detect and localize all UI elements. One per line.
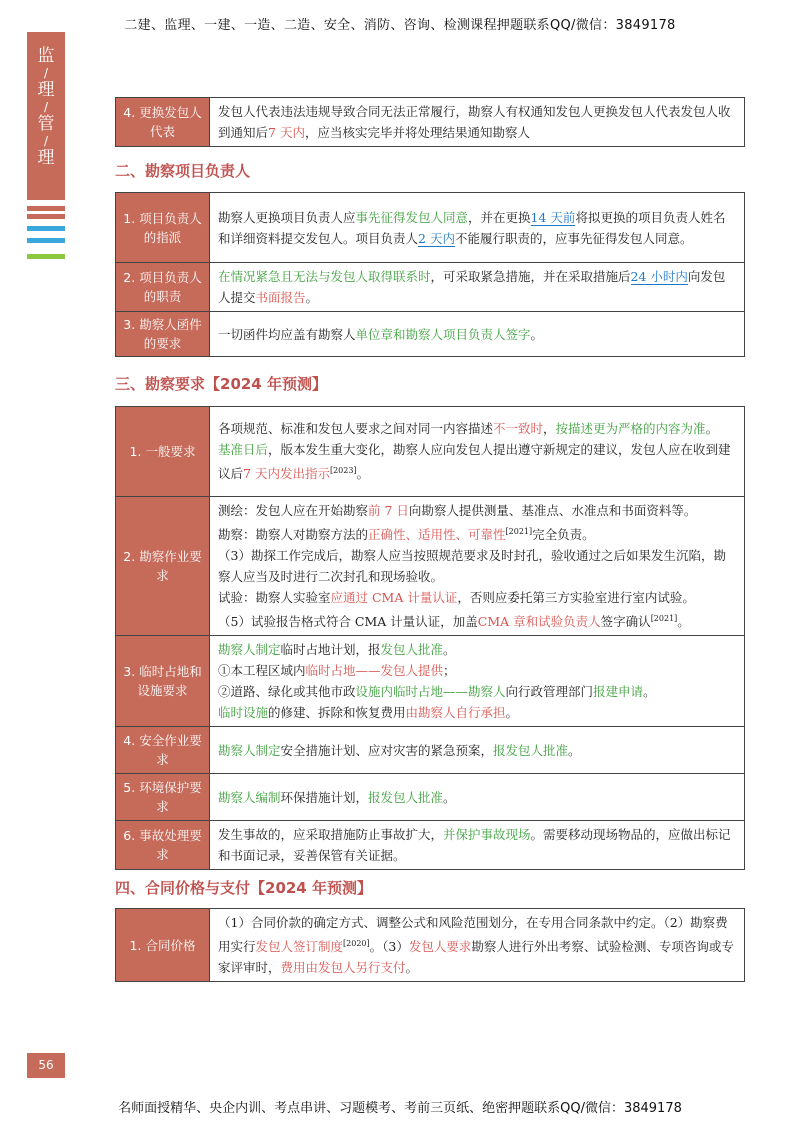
row-label: 1. 合同价格: [116, 909, 210, 982]
row-content: 勘察人更换项目负责人应事先征得发包人同意，并在更换14 天前将拟更换的项目负责人姓名和详细资料提交发包人。项目负责人2 天内不能履行职责的，应事先征得发包人同意。: [210, 193, 745, 263]
side-tab-sep: /: [43, 134, 49, 148]
side-stripe-red: [27, 206, 65, 211]
page-footer: 名师面授精华、央企内训、考点串讲、习题模考、考前三页纸、绝密押题联系QQ/微信：3849178: [118, 1101, 682, 1116]
row-content: 发生事故的，应采取措施防止事故扩大，并保护事故现场。需要移动现场物品的，应做出标记和书面记录，妥善保管有关证据。: [210, 821, 745, 870]
row-label: 2. 勘察作业要求: [116, 497, 210, 636]
table-row: [116, 98, 745, 147]
row-label: 1. 项目负责人的指派: [116, 193, 210, 263]
row-label: 3. 勘察人函件的要求: [116, 312, 210, 357]
row-content: 勘察人制定安全措施计划、应对灾害的紧急预案，报发包人批准。: [210, 727, 745, 774]
row-label: 4. 安全作业要求: [116, 727, 210, 774]
row-content: 勘察人制定临时占地计划，报发包人批准。 ①本工程区域内临时占地——发包人提供； ②道路、绿化或其他市政设施内临时占地——勘察人向行政管理部门报建申请。 临时设施的修建、拆除和恢复费用由勘察人自行承担。: [210, 636, 745, 727]
side-stripe-red: [27, 214, 65, 219]
table-row: [116, 821, 745, 870]
row-label: 2. 项目负责人的职责: [116, 263, 210, 312]
page-number: 56: [27, 1053, 65, 1078]
section-title-4: 四、合同价格与支付【2024 年预测】: [115, 879, 372, 897]
side-tab-char: 理: [37, 148, 55, 168]
side-stripe-green: [27, 254, 65, 259]
row-content: （1）合同价款的确定方式、调整公式和风险范围划分，在专用合同条款中约定。（2）勘察费用实行发包人签订制度[2020]。（3）发包人要求勘察人进行外出考察、试验检测、专项咨询或专家评审时，费用由发包人另行支付。: [210, 909, 745, 982]
row-content: 一切函件均应盖有勘察人单位章和勘察人项目负责人签字。: [210, 312, 745, 357]
side-tab-sep: /: [43, 66, 49, 80]
table-row: [116, 497, 745, 636]
row-content: 在情况紧急且无法与发包人取得联系时，可采取紧急措施，并在采取措施后24 小时内向发包人提交书面报告。: [210, 263, 745, 312]
row-content: 各项规范、标准和发包人要求之间对同一内容描述不一致时，按描述更为严格的内容为准。 基准日后，版本发生重大变化，勘察人应向发包人提出遵守新规定的建议，发包人应在收到建议后7 天内发出指示[2023]。: [210, 407, 745, 497]
table-row: [116, 727, 745, 774]
table-row: [116, 312, 745, 357]
side-tab-char: 监: [37, 46, 55, 66]
row-label: 3. 临时占地和设施要求: [116, 636, 210, 727]
page-header: 二建、监理、一建、一造、二造、安全、消防、咨询、检测课程押题联系QQ/微信：3849178: [124, 18, 676, 33]
table-row: [116, 263, 745, 312]
side-tab-char: 理: [37, 80, 55, 100]
row-label: 4. 更换发包人代表: [116, 98, 210, 147]
row-label: 1. 一般要求: [116, 407, 210, 497]
row-label: 5. 环境保护要求: [116, 774, 210, 821]
row-label: 6. 事故处理要求: [116, 821, 210, 870]
side-stripe-blue: [27, 238, 65, 243]
table-row: [116, 193, 745, 263]
table-row: [116, 407, 745, 497]
row-content: 勘察人编制环保措施计划，报发包人批准。: [210, 774, 745, 821]
table-row: [116, 774, 745, 821]
side-stripe-blue: [27, 226, 65, 231]
table-row: [116, 636, 745, 727]
row-content: 测绘：发包人应在开始勘察前 7 日向勘察人提供测量、基准点、水准点和书面资料等。 勘察：勘察人对勘察方法的正确性、适用性、可靠性[2021]完全负责。 （3）勘探工作完成后，勘察人应当按照规范要求及时封孔，验收通过之后如果发生沉陷，勘察人应当及时进行二次封孔和现场验收。 试验：勘察人实验室应通过 CMA 计量认证，否则应委托第三方实验室进行室内试验。 （5）试验报告格式符合 CMA 计量认证，加盖CMA 章和试验负责人签字确认[2021]。: [210, 497, 745, 636]
row-content: 发包人代表违法违规导致合同无法正常履行，勘察人有权通知发包人更换发包人代表发包人收到通知后7 天内，应当核实完毕并将处理结果通知勘察人: [210, 98, 745, 147]
table-survey-requirements: [115, 406, 745, 870]
side-tab-char: 管: [37, 114, 55, 134]
section-title-3: 三、勘察要求【2024 年预测】: [115, 375, 327, 393]
side-chapter-tab: [27, 32, 65, 200]
table-project-lead: [115, 192, 745, 357]
table-row: [116, 909, 745, 982]
side-tab-sep: /: [43, 100, 49, 114]
table-contract-price: [115, 908, 745, 982]
table-supplier-rep: [115, 97, 745, 147]
section-title-2: 二、勘察项目负责人: [115, 162, 251, 180]
